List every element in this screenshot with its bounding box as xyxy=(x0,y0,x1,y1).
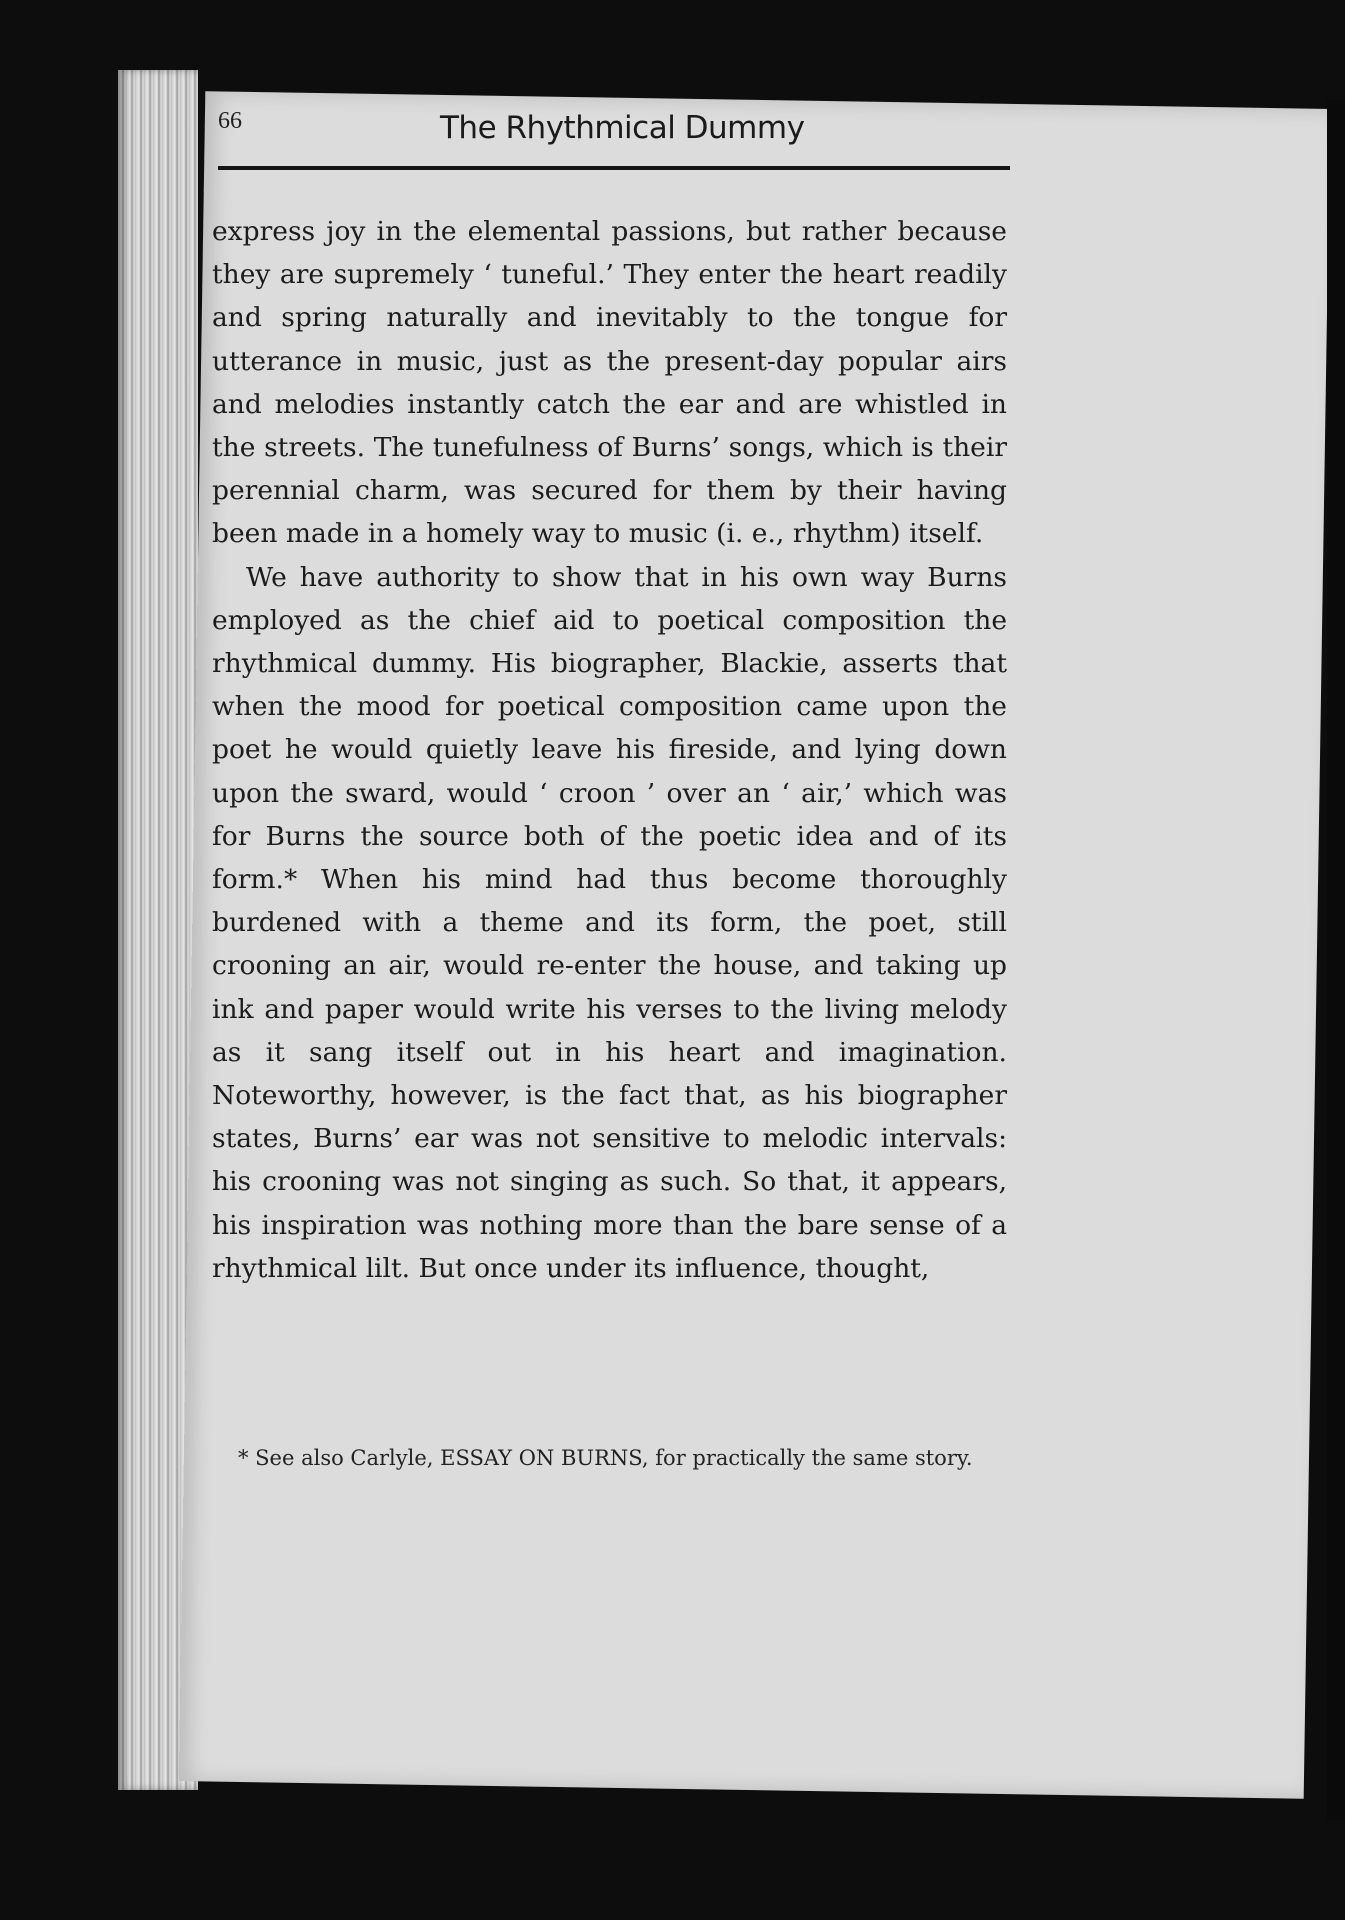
header-rule xyxy=(218,166,1010,170)
body-text xyxy=(212,210,1007,1290)
running-title: The Rhythmical Dummy xyxy=(440,110,805,146)
page-number: 66 xyxy=(218,108,242,134)
paragraph-2: We have authority to show that in his own way Burns employed as the chief aid to poetical composition the rhythmical dummy. His biographer, Blackie, asserts that when the mood for poetical composition came upon the poet he would quietly leave his fireside, and lying down upon the sward, would ‘ croon ’ over an ‘ air,’ which was for Burns the source both of the poetic idea and of its form.* When his mind had thus become thoroughly burdened with a theme and its form, the poet, still crooning an air, would re-enter the house, and taking up ink and paper would write his verses to the living melody as it sang itself out in his heart and imagination. Noteworthy, however, is the fact that, as his biographer states, Burns’ ear was not sensitive to melodic intervals: his crooning was not singing as such. So that, it appears, his inspiration was nothing more than the bare sense of a rhythmical lilt. But once under its influence, thought, xyxy=(212,561,1007,1284)
book-spine-shadow xyxy=(1327,100,1345,1820)
footnote: * See also Carlyle, ESSAY ON BURNS, for practically the same story. xyxy=(238,1446,973,1470)
paragraph-1: express joy in the elemental passions, but rather because they are supremely ‘ tuneful.’ They enter the heart readily and spring naturally and inevitably to the tongue for utterance in music, just as the present-day popular airs and melodies instantly catch the ear and are whistled in the streets. The tunefulness of Burns’ songs, which is their perennial charm, was secured for them by their having been made in a homely way to music (i. e., rhythm) itself. xyxy=(212,216,1007,550)
